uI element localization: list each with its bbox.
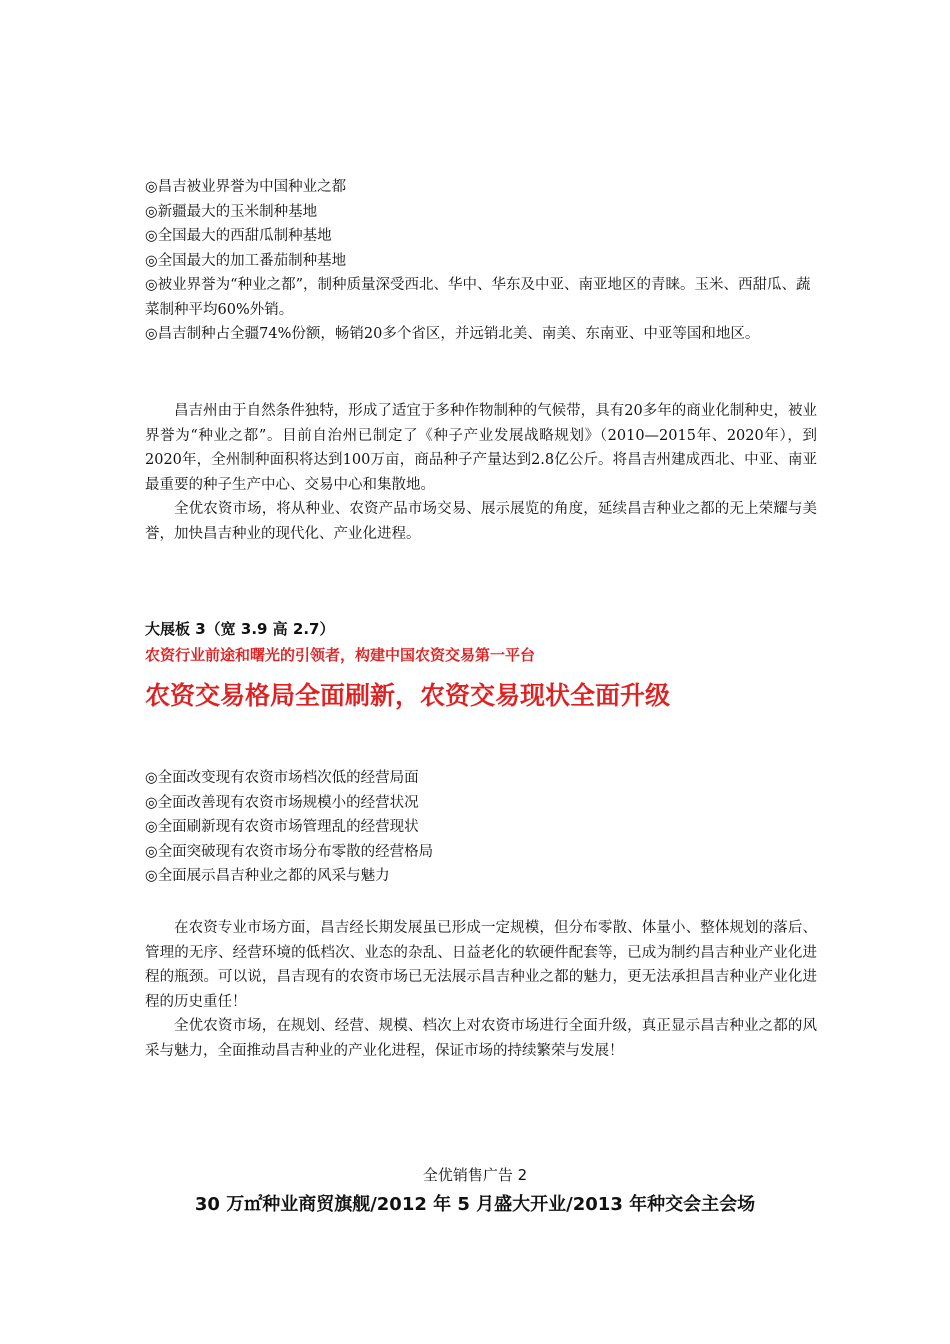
ad-label: 全优销售广告 2 bbox=[422, 1166, 528, 1184]
body-paragraph: 全优农资市场，将从种业、农资产品市场交易、展示展览的角度，延续昌吉种业之都的无上荣耀与美誉，加快昌吉种业的现代化、产业化进程。 bbox=[145, 501, 817, 542]
list-item: ◎新疆最大的玉米制种基地 bbox=[145, 203, 318, 220]
list-item: ◎被业界誉为“种业之都”，制种质量深受西北、华中、华东及中亚、南亚地区的青睐。玉米、西甜瓜、蔬菜制种平均60%外销。 bbox=[145, 277, 811, 318]
board-headline: 农资交易格局全面刷新，农资交易现状全面升级 bbox=[145, 681, 671, 710]
list-item: ◎全国最大的加工番茄制种基地 bbox=[145, 252, 347, 269]
body-paragraph: 在农资专业市场方面，昌吉经长期发展虽已形成一定规模，但分布零散、体量小、整体规划的落后、管理的无序、经营环境的低档次、业态的杂乱、日益老化的软硬件配套等，已成为制约昌吉种业产业化进程的瓶颈。可以说，昌吉现有的农资市场已无法展示昌吉种业之都的魅力，更无法承担昌吉种业产业化进程的历史重任！ bbox=[145, 920, 817, 1010]
list-item: ◎全面改善现有农资市场规模小的经营状况 bbox=[145, 794, 419, 811]
section2-bullet-list bbox=[145, 766, 817, 889]
board-subtitle: 农资行业前途和曙光的引领者，构建中国农资交易第一平台 bbox=[145, 646, 536, 664]
board-title: 大展板 3（宽 3.9 高 2.7） bbox=[145, 620, 335, 638]
section1-body bbox=[145, 399, 817, 546]
list-item: ◎全国最大的西甜瓜制种基地 bbox=[145, 228, 332, 244]
list-item: ◎全面突破现有农资市场分布零散的经营格局 bbox=[145, 843, 434, 860]
body-paragraph: 昌吉州由于自然条件独特，形成了适宜于多种作物制种的气候带，具有20多年的商业化制种史，被业界誉为“种业之都”。目前自治州已制定了《种子产业发展战略规划》（2010—2015年、2020年），到2020年，全州制种面积将达到100万亩，商品种子产量达到2.8亿公斤。将昌吉州建成西北、中亚、南亚最重要的种子生产中心、交易中心和集散地。 bbox=[145, 403, 817, 493]
section2-body bbox=[145, 916, 817, 1063]
body-paragraph: 全优农资市场，在规划、经营、规模、档次上对农资市场进行全面升级，真正显示昌吉种业之都的风采与魅力，全面推动昌吉种业的产业化进程，保证市场的持续繁荣与发展！ bbox=[145, 1018, 817, 1059]
list-item: ◎昌吉被业界誉为中国种业之都 bbox=[145, 179, 347, 195]
ad-headline: 30 万㎡种业商贸旗舰/2012 年 5 月盛大开业/2013 年种交会主会场 bbox=[194, 1194, 756, 1215]
list-item: ◎全面刷新现有农资市场管理乱的经营现状 bbox=[145, 819, 419, 835]
list-item: ◎全面展示昌吉种业之都的风采与魅力 bbox=[145, 868, 390, 884]
list-item: ◎全面改变现有农资市场档次低的经营局面 bbox=[145, 770, 419, 786]
section1-bullet-list bbox=[145, 175, 817, 347]
list-item: ◎昌吉制种占全疆74%份额，畅销20多个省区，并远销北美、南美、东南亚、中亚等国和地区。 bbox=[145, 326, 760, 342]
